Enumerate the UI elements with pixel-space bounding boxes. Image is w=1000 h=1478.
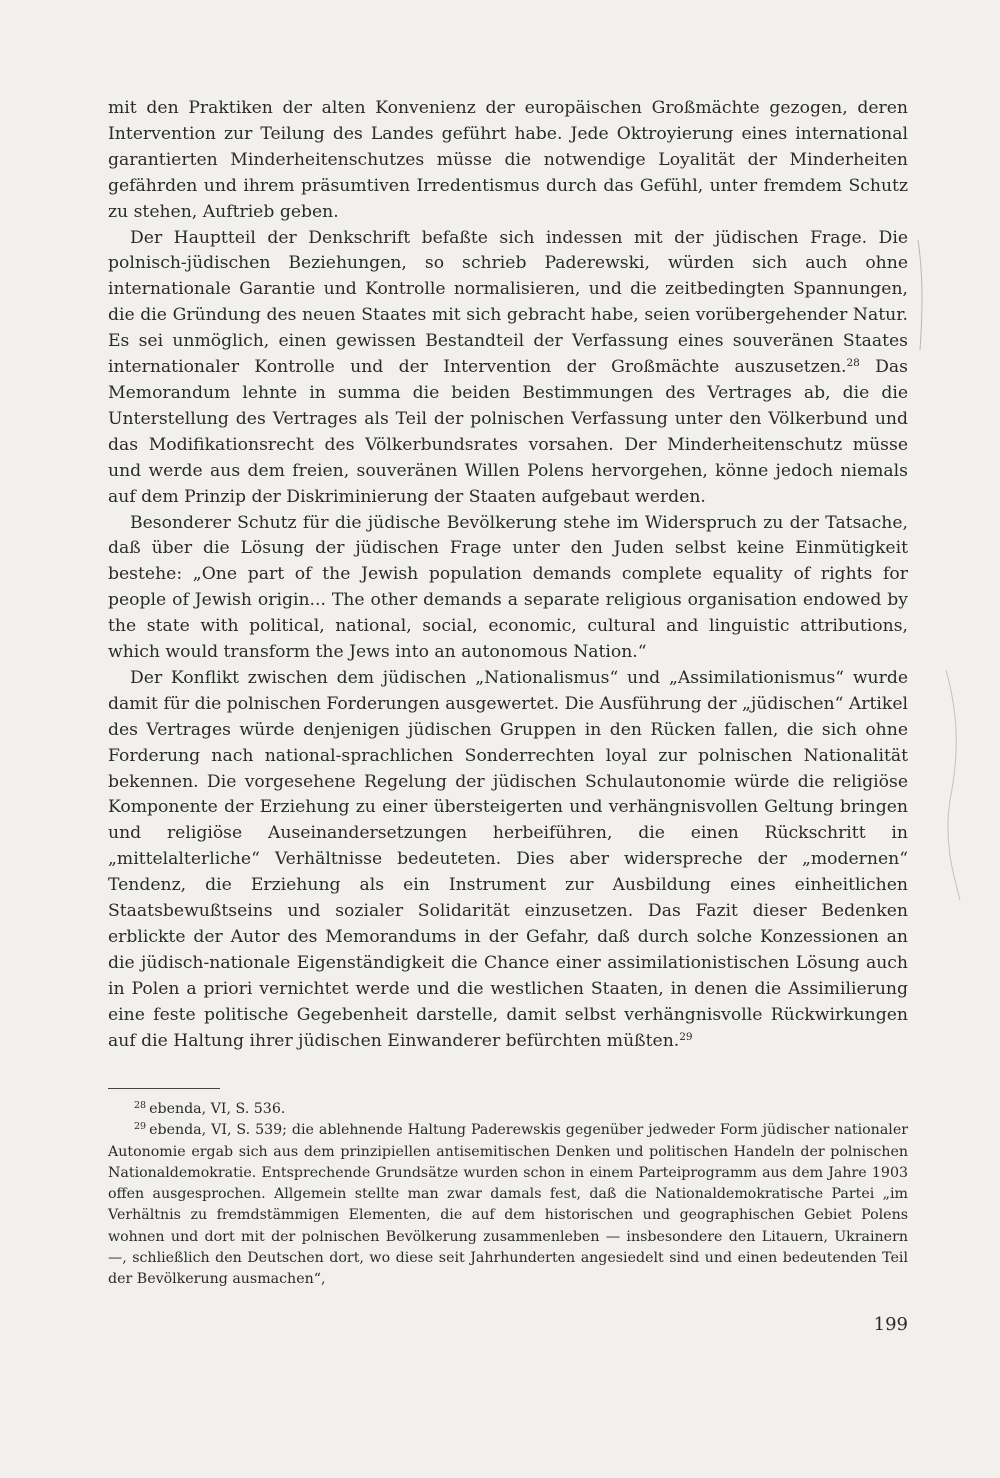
footnote-28 xyxy=(108,1099,908,1120)
paragraph-1 xyxy=(108,96,908,226)
footnote-29-number: 29 xyxy=(134,1121,147,1133)
paragraph-2-text: Der Hauptteil der Denkschrift befaßte sich indessen mit der jüdischen Frage. Die polnisch-jüdischen Beziehungen, so schrieb Paderewski, würden sich auch ohne internationale Garantie und Kontrolle normalisieren, und die zeitbedingten Spannungen, die die Gründung des neuen Staates mit sich gebracht habe, seien vorübergehender Natur. Es sei unmöglich, einen gewissen Bestandteil der Verfassung eines souveränen Staates internationaler Kontrolle und der Intervention der Großmächte auszusetzen. xyxy=(108,227,908,378)
paragraph-1-text: mit den Praktiken der alten Konvenienz der europäischen Großmächte gezogen, deren Intervention zur Teilung des Landes geführt habe. Jede Oktroyierung eines international garantierten Minderheitenschutzes müsse die notwendige Loyalität der Minderheiten gefährden und ihrem präsumtiven Irredentismus durch das Gefühl, unter fremdem Schutz zu stehen, Auftrieb geben. xyxy=(108,98,908,222)
page-number: 199 xyxy=(873,1314,908,1335)
paragraph-2-text-continued: Das Memorandum lehnte in summa die beiden Bestimmungen des Vertrages ab, die die Unterstellung des Vertrages als Teil der polnischen Verfassung unter den Völkerbund und das Modifikationsrecht des Völkerbundsrates vorsahen. Der Minderheitenschutz müsse und werde aus dem freien, souveränen Willen Polens hervorgehen, könne jedoch niemals auf dem Prinzip der Diskriminierung der Staaten aufgebaut werden. xyxy=(108,357,909,507)
scan-edge-mark xyxy=(900,240,980,940)
paragraph-4 xyxy=(108,666,908,1055)
paragraph-3-text: Besonderer Schutz für die jüdische Bevölkerung stehe im Widerspruch zu der Tatsache, daß über die Lösung der jüdischen Frage unter den Juden selbst keine Einmütigkeit bestehe: „One part of the Jewish population demands complete equality of rights for people of Jewish origin... The other demands a separate religious organisation endowed by the state with political, national, social, economic, cultural and linguistic attributions, which would transform the Jews into an autonomous Nation.“ xyxy=(108,512,908,663)
footnote-29-text: ebenda, VI, S. 539; die ablehnende Haltung Paderewskis gegenüber jedweder Form jüdischer nationaler Autonomie ergab sich aus dem prinzipiellen antisemitischen Denken und politischen Handeln der polnischen Nationaldemokratie. Entsprechende Grundsätze wurden schon in einem Parteiprogramm aus dem Jahre 1903 offen ausgesprochen. Allgemein stellte man zwar damals fest, daß die Nationaldemokratische Partei „im Verhältnis zu fremdstämmigen Elementen, die auf dem historischen und geographischen Gebiet Polens wohnen und dort mit der polnischen Bevölkerung zusammenleben — insbesondere den Litauern, Ukrainern —, schließlich den Deutschen dort, wo diese seit Jahrhunderten angesiedelt sind und einen bedeutenden Teil der Bevölkerung ausmachen“, xyxy=(108,1122,908,1288)
footnotes xyxy=(108,1099,908,1291)
footnote-separator xyxy=(108,1088,220,1089)
footnote-ref-29: 29 xyxy=(679,1030,693,1043)
footnote-29 xyxy=(108,1120,908,1290)
main-text xyxy=(108,96,908,1055)
footnote-28-text: ebenda, VI, S. 536. xyxy=(149,1101,286,1117)
paragraph-4-text: Der Konflikt zwischen dem jüdischen „Nationalismus“ und „Assimilationismus“ wurde damit für die polnischen Forderungen ausgewertet. Die Ausführung der „jüdischen“ Artikel des Vertrages würde denjenigen jüdischen Gruppen in den Rücken fallen, die sich ohne Forderung nach national-sprachlichen Sonderrechten loyal zur polnischen Nationalität bekennen. Die vorgesehene Regelung der jüdischen Schulautonomie würde die religiöse Komponente der Erziehung zu einer übersteigerten und verhängnisvollen Geltung bringen und religiöse Auseinandersetzungen herbeiführen, die einen Rückschritt in „mittelalterliche“ Verhältnisse bedeuteten. Dies aber widerspreche der „modernen“ Tendenz, die Erziehung als ein Instrument zur Ausbildung eines einheitlichen Staatsbewußtseins und sozialer Solidarität einzusetzen. Das Fazit dieser Bedenken erblickte der Autor des Memorandums in der Gefahr, daß durch solche Konzessionen an die jüdisch-nationale Eigenständigkeit die Chance einer assimilationistischen Lösung auch in Polen a priori vernichtet werde und die westlichen Staaten, in denen die Assimilierung eine feste politische Gegebenheit darstelle, damit selbst verhängnisvolle Rückwirkungen auf die Haltung ihrer jüdischen Einwanderer befürchten müßten. xyxy=(108,667,908,1051)
footnote-28-number: 28 xyxy=(134,1100,147,1111)
paragraph-3 xyxy=(108,511,908,666)
footnote-ref-28: 28 xyxy=(846,357,860,370)
paragraph-2 xyxy=(108,226,908,511)
